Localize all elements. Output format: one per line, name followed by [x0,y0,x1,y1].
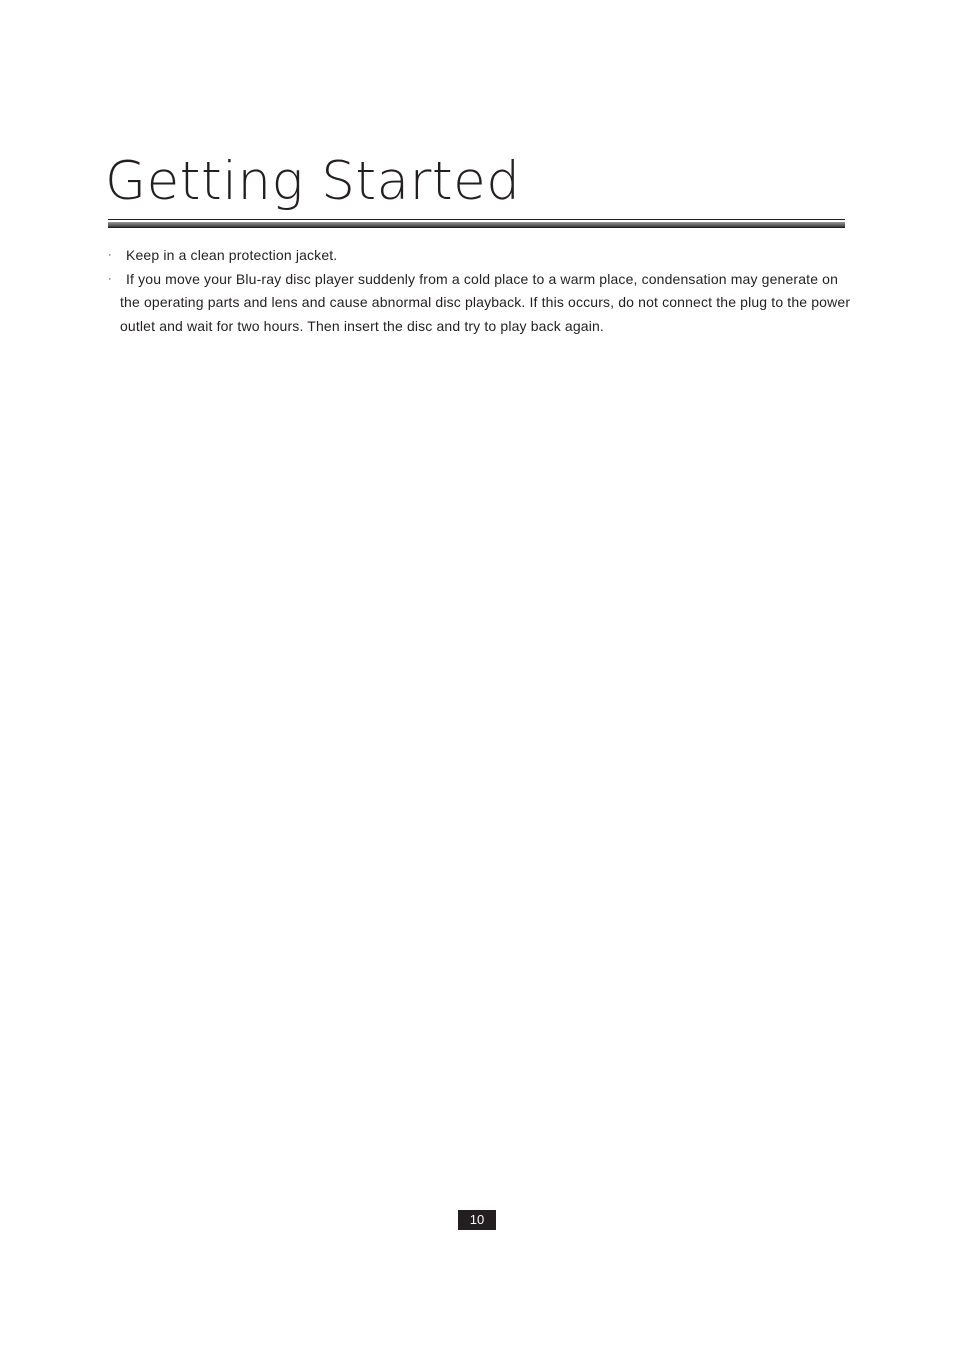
page-number: 10 [458,1210,496,1230]
title-divider [108,219,845,228]
list-item-text: If you move your Blu-ray disc player suddenly from a cold place to a warm place, condensation may generate on the operating parts and lens and cause abnormal disc playback. If this occurs, do not connect the plug to the power outlet and wait for two hours. Then insert the disc and try to play back again. [120,270,851,334]
bullet-icon: · [108,272,112,285]
title-divider-thin-line [108,219,845,220]
bullet-icon: · [108,249,112,261]
bullet-list [108,244,853,338]
list-item [108,244,853,268]
list-item-text: Keep in a clean protection jacket. [126,247,338,263]
title-divider-thick-line [108,222,845,228]
page-title: Getting Started [105,151,521,212]
list-item [108,268,853,339]
